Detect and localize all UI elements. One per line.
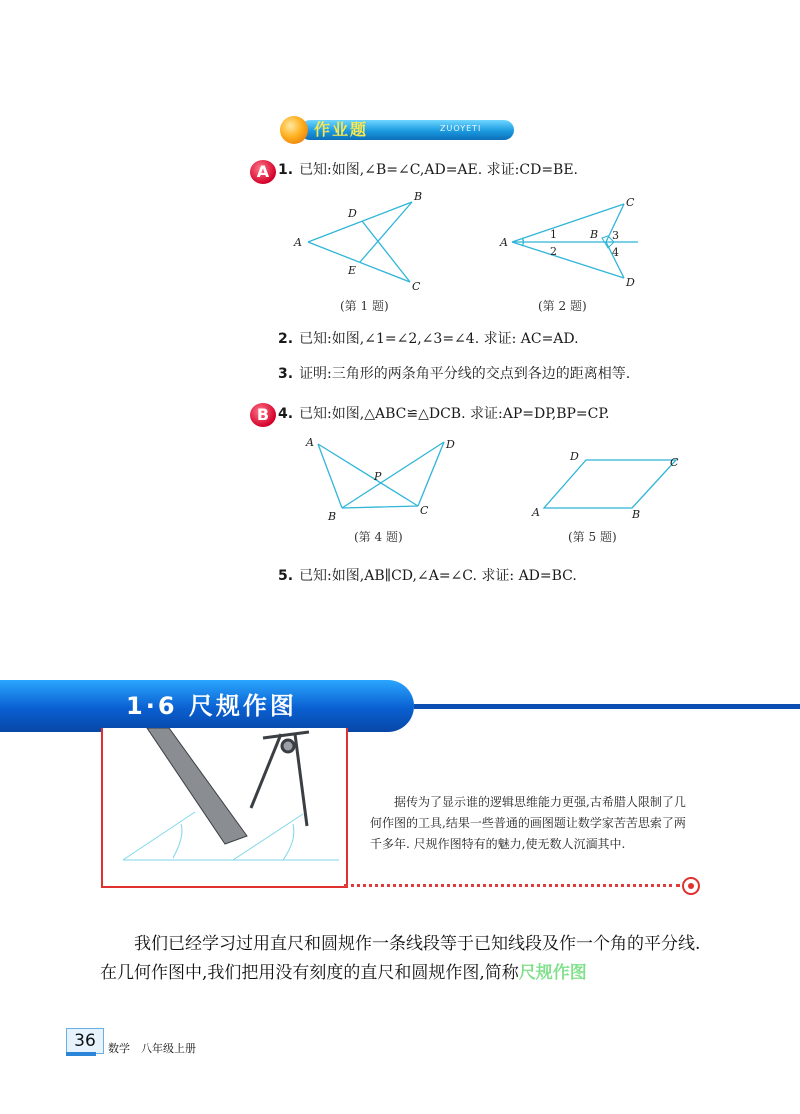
page-number-underline (66, 1052, 96, 1056)
fig5-label-b: B (632, 508, 641, 521)
figure-4-caption: (第 4 题) (354, 530, 403, 544)
history-quote: 据传为了显示谁的逻辑思维能力更强,古希腊人限制了几何作图的工具,结果一些普通的画图题让数学家苦苦思索了两千多年. 尺规作图特有的魅力,使无数人沉湎其中. (370, 795, 686, 851)
problem-2-text: 已知:如图,∠1=∠2,∠3=∠4. 求证: AC=AD. (299, 331, 579, 347)
fig1-line-ab (308, 202, 412, 242)
problem-3 (278, 364, 630, 384)
fig4-line-ab (318, 444, 342, 508)
fig2-label-a: A (500, 236, 508, 249)
ill-arc-1 (173, 824, 182, 858)
problem-4-text: 已知:如图,△ABC≌△DCB. 求证:AP=DP,BP=CP. (299, 406, 610, 422)
illustration-frame (101, 728, 348, 888)
problem-1-text: 已知:如图,∠B=∠C,AD=AE. 求证:CD=BE. (299, 162, 579, 178)
figure-1 (290, 186, 440, 296)
end-dot-icon (688, 883, 694, 889)
homework-subtitle: ZUOYETI (440, 124, 482, 133)
fig1-label-d: D (348, 207, 357, 220)
problem-3-text: 证明:三角形的两条角平分线的交点到各边的距离相等. (299, 366, 631, 382)
figure-5 (526, 446, 696, 522)
fig4-label-d: D (446, 438, 455, 451)
problem-1 (278, 160, 578, 180)
fig5-label-d: D (570, 450, 579, 463)
problem-3-number: 3. (278, 366, 294, 382)
fig2-label-d: D (626, 276, 635, 289)
page-number: 36 (66, 1028, 104, 1054)
problem-5-text: 已知:如图,AB∥CD,∠A=∠C. 求证: AD=BC. (299, 568, 577, 584)
fig4-line-ac (318, 444, 418, 506)
fig2-label-c: C (626, 196, 635, 209)
keyword-highlight: 尺规作图 (518, 963, 587, 983)
fig2-label-3: 3 (612, 229, 619, 242)
level-a-badge: A (250, 160, 276, 184)
problem-2-number: 2. (278, 331, 294, 347)
figure-5-caption: (第 5 题) (568, 530, 617, 544)
fig1-label-e: E (348, 264, 357, 277)
fig2-label-b: B (590, 228, 599, 241)
compass-icon (251, 732, 309, 826)
fig1-line-eb (360, 202, 412, 262)
fig2-label-1: 1 (550, 228, 557, 241)
fig5-parallelogram (544, 460, 676, 508)
ill-arc-2 (283, 824, 294, 860)
fig4-label-a: A (306, 436, 314, 449)
figure-1-caption: (第 1 题) (340, 299, 389, 313)
ruler-compass-illustration (103, 728, 346, 886)
fig4-label-b: B (328, 510, 337, 523)
problem-1-number: 1. (278, 162, 294, 178)
fig4-line-cd (418, 442, 444, 506)
fig1-label-b: B (414, 190, 423, 203)
problem-5 (278, 566, 577, 586)
ruler-icon (147, 728, 247, 844)
fig4-label-c: C (420, 504, 429, 517)
figure-4 (300, 432, 462, 524)
ill-ray-1 (123, 812, 195, 860)
section-body-text (100, 930, 710, 988)
fig5-label-c: C (670, 456, 679, 469)
fig2-label-4: 4 (612, 246, 619, 259)
orange-ball-icon (280, 116, 308, 144)
body-text-main: 我们已经学习过用直尺和圆规作一条线段等于已知线段及作一个角的平分线. 在几何作图中,我们把用没有刻度的直尺和圆规作图,简称 (100, 934, 701, 983)
fig4-line-bc (342, 506, 418, 508)
problem-5-number: 5. (278, 568, 294, 584)
fig5-label-a: A (532, 506, 540, 519)
fig4-label-p: P (374, 470, 382, 483)
problem-2 (278, 329, 579, 349)
fig1-label-a: A (294, 236, 302, 249)
homework-title: 作业题 (314, 120, 369, 139)
section-title: 1·6 尺规作图 (126, 692, 297, 720)
section-divider-line (414, 704, 800, 709)
figure-2 (496, 192, 646, 292)
level-b-badge: B (250, 403, 276, 427)
problem-4 (278, 404, 609, 424)
fig1-label-c: C (412, 280, 421, 293)
problem-4-number: 4. (278, 406, 294, 422)
dotted-divider (344, 884, 680, 887)
book-title: 数学 八年级上册 (108, 1042, 196, 1055)
fig4-line-bd (342, 442, 444, 508)
figure-2-caption: (第 2 题) (538, 299, 587, 313)
homework-banner (280, 116, 514, 144)
fig2-label-2: 2 (550, 245, 557, 258)
